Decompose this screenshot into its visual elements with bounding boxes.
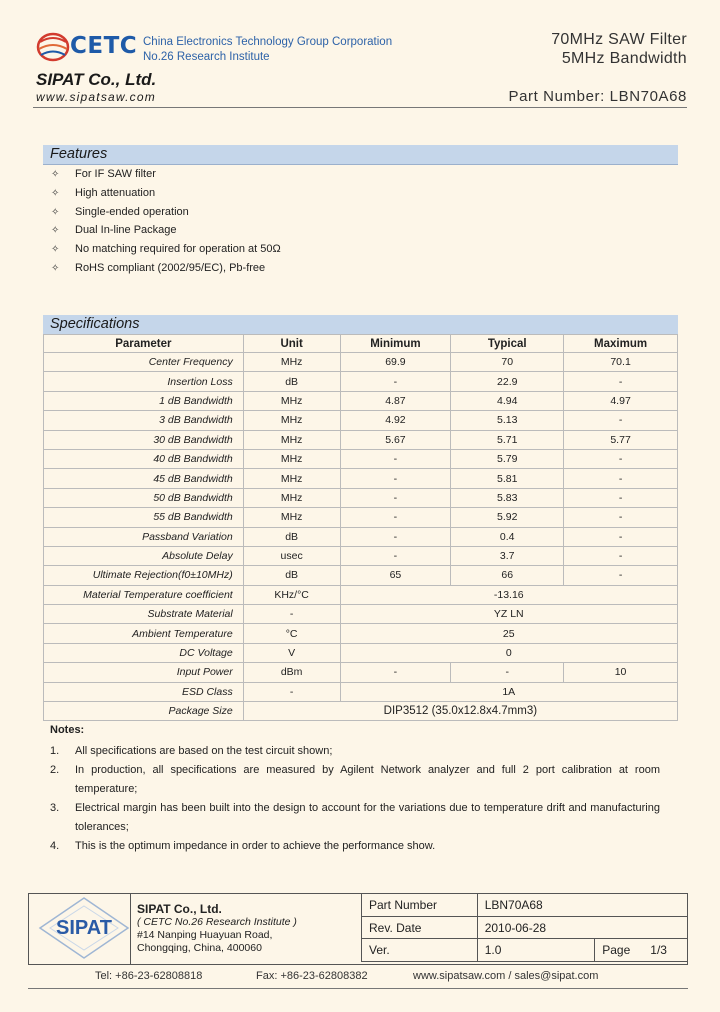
table-row (44, 546, 678, 565)
note-number: 1. (50, 745, 60, 757)
cetc-logo-text: CETC (70, 33, 138, 59)
sipat-logo-text: SIPAT (56, 917, 112, 939)
table-row (44, 566, 678, 585)
feature-text: Dual In-line Package (75, 224, 177, 237)
parameter-cell: Input Power (44, 663, 244, 682)
maximum-cell: - (564, 449, 678, 468)
minimum-cell: 69.9 (340, 353, 451, 372)
unit-cell: MHz (243, 469, 340, 488)
feature-text: Single-ended operation (75, 205, 189, 218)
unit-cell: dBm (243, 663, 340, 682)
column-header: Minimum (340, 335, 451, 353)
feature-item (51, 262, 265, 274)
notes-title: Notes: (50, 724, 85, 736)
bullet-icon: ✧ (51, 169, 60, 180)
sipat-logo-icon (38, 896, 130, 960)
page-cell (595, 939, 688, 962)
typical-cell: 70 (451, 353, 564, 372)
footer-institute: ( CETC No.26 Research Institute ) (137, 916, 297, 928)
typical-cell: 5.81 (451, 469, 564, 488)
value-cell: -13.16 (340, 585, 677, 604)
feature-text: For IF SAW filter (75, 168, 156, 180)
parameter-cell: Material Temperature coefficient (44, 585, 244, 604)
note-number: 4. (50, 840, 60, 852)
table-row (44, 585, 678, 604)
minimum-cell: - (340, 527, 451, 546)
website-link[interactable]: www.sipatsaw.com (36, 90, 156, 104)
unit-cell: MHz (243, 353, 340, 372)
feature-text: High attenuation (75, 186, 156, 199)
org-line-1: China Electronics Technology Group Corporation (143, 36, 393, 48)
page-value: 1/3 (650, 943, 667, 958)
minimum-cell: - (340, 508, 451, 527)
bullet-icon: ✧ (51, 187, 60, 199)
package-value-cell: DIP3512 (35.0x12.8x4.7mm3) (243, 702, 677, 721)
value-cell: 0 (340, 643, 677, 662)
parameter-cell: Absolute Delay (44, 546, 244, 565)
feature-text: No matching required for operation at 50Ω (75, 243, 281, 256)
version-label: Ver. (362, 939, 478, 962)
parameter-cell: 30 dB Bandwidth (44, 430, 244, 449)
bullet-icon: ✧ (51, 225, 60, 237)
parameter-cell: 50 dB Bandwidth (44, 488, 244, 507)
typical-cell: 5.71 (451, 430, 564, 449)
typical-cell: 4.94 (451, 391, 564, 410)
footer-company: SIPAT Co., Ltd. (137, 902, 222, 916)
parameter-cell: Package Size (44, 702, 244, 721)
table-row (44, 372, 678, 391)
maximum-cell: - (564, 411, 678, 430)
unit-cell: KHz/°C (243, 585, 340, 604)
feature-item (51, 206, 189, 218)
table-header-row (44, 335, 678, 353)
footer-address-2: Chongqing, China, 400060 (137, 942, 262, 954)
doc-title-line-1: 70MHz SAW Filter (551, 31, 687, 48)
unit-cell: MHz (243, 391, 340, 410)
note-item (50, 761, 660, 798)
maximum-cell: - (564, 469, 678, 488)
features-title: Features (50, 146, 108, 162)
table-row (44, 702, 678, 721)
parameter-cell: 45 dB Bandwidth (44, 469, 244, 488)
table-row (44, 411, 678, 430)
parameter-cell: DC Voltage (44, 643, 244, 662)
feature-item (51, 224, 177, 236)
unit-cell: V (243, 643, 340, 662)
unit-cell: dB (243, 566, 340, 585)
table-row (44, 605, 678, 624)
table-row (44, 430, 678, 449)
footer-bottom-line (28, 988, 688, 989)
minimum-cell: - (340, 488, 451, 507)
footer-tel: Tel: +86-23-62808818 (95, 970, 203, 982)
note-number: 3. (50, 802, 60, 814)
typical-cell: 0.4 (451, 527, 564, 546)
table-row (44, 682, 678, 701)
table-row (44, 527, 678, 546)
typical-cell: - (451, 663, 564, 682)
note-text: This is the optimum impedance in order to achieve the performance show. (75, 840, 436, 852)
minimum-cell: - (340, 372, 451, 391)
unit-cell: MHz (243, 449, 340, 468)
rev-date-value: 2010-06-28 (477, 916, 687, 939)
minimum-cell: 5.67 (340, 430, 451, 449)
features-section-bar (43, 145, 678, 165)
maximum-cell: - (564, 566, 678, 585)
unit-cell: usec (243, 546, 340, 565)
note-item (50, 799, 660, 836)
bullet-icon: ✧ (51, 263, 60, 274)
header-divider (33, 107, 687, 108)
typical-cell: 5.79 (451, 449, 564, 468)
minimum-cell: 4.87 (340, 391, 451, 410)
unit-cell: MHz (243, 488, 340, 507)
part-number-value: LBN70A68 (477, 894, 687, 917)
parameter-cell: Passband Variation (44, 527, 244, 546)
value-cell: 1A (340, 682, 677, 701)
unit-cell: dB (243, 527, 340, 546)
feature-item (51, 243, 281, 255)
minimum-cell: 65 (340, 566, 451, 585)
column-header: Parameter (44, 335, 244, 353)
table-row (44, 663, 678, 682)
parameter-cell: Ultimate Rejection(f0±10MHz) (44, 566, 244, 585)
note-number: 2. (50, 764, 60, 776)
unit-cell: MHz (243, 508, 340, 527)
maximum-cell: 10 (564, 663, 678, 682)
part-number-heading: Part Number: LBN70A68 (508, 88, 687, 105)
maximum-cell: - (564, 508, 678, 527)
parameter-cell: Center Frequency (44, 353, 244, 372)
footer-contact[interactable]: www.sipatsaw.com / sales@sipat.com (413, 970, 599, 982)
minimum-cell: - (340, 469, 451, 488)
maximum-cell: - (564, 488, 678, 507)
doc-title-line-2: 5MHz Bandwidth (561, 50, 687, 67)
rev-date-label: Rev. Date (362, 916, 478, 939)
table-row (44, 469, 678, 488)
note-item (50, 742, 660, 760)
note-text: In production, all specifications are measured by Agilent Network analyzer and full 2 port calibration at room temperature; (75, 764, 660, 795)
typical-cell: 3.7 (451, 546, 564, 565)
column-header: Unit (243, 335, 340, 353)
table-row (44, 391, 678, 410)
table-row (44, 643, 678, 662)
maximum-cell: - (564, 372, 678, 391)
feature-text: RoHS compliant (2002/95/EC), Pb-free (75, 262, 266, 274)
value-cell: 25 (340, 624, 677, 643)
table-row (44, 624, 678, 643)
column-header: Maximum (564, 335, 678, 353)
unit-cell: - (243, 682, 340, 701)
parameter-cell: Ambient Temperature (44, 624, 244, 643)
typical-cell: 5.83 (451, 488, 564, 507)
table-row (44, 488, 678, 507)
bullet-icon: ✧ (51, 206, 60, 218)
unit-cell: MHz (243, 411, 340, 430)
org-line-2: No.26 Research Institute (143, 51, 270, 63)
parameter-cell: 1 dB Bandwidth (44, 391, 244, 410)
minimum-cell: - (340, 546, 451, 565)
minimum-cell: 4.92 (340, 411, 451, 430)
unit-cell: - (243, 605, 340, 624)
typical-cell: 22.9 (451, 372, 564, 391)
specifications-section-bar (43, 315, 678, 335)
column-header: Typical (451, 335, 564, 353)
parameter-cell: Substrate Material (44, 605, 244, 624)
maximum-cell: - (564, 527, 678, 546)
maximum-cell: 70.1 (564, 353, 678, 372)
table-row (44, 449, 678, 468)
minimum-cell: - (340, 449, 451, 468)
note-text: All specifications are based on the test circuit shown; (75, 745, 333, 757)
unit-cell: dB (243, 372, 340, 391)
bullet-icon: ✧ (51, 244, 60, 256)
table-row (44, 508, 678, 527)
unit-cell: °C (243, 624, 340, 643)
footer-address-1: #14 Nanping Huayuan Road, (137, 929, 273, 941)
note-text: Electrical margin has been built into the design to account for the variations due to temperature drift and manufacturing tolerances; (75, 802, 660, 833)
feature-item (51, 187, 155, 199)
footer-info-table (361, 893, 688, 962)
version-value: 1.0 (477, 939, 595, 962)
company-name: SIPAT Co., Ltd. (36, 70, 157, 89)
specifications-title: Specifications (50, 316, 140, 332)
parameter-cell: ESD Class (44, 682, 244, 701)
note-item (50, 837, 660, 855)
specifications-table (43, 334, 678, 721)
parameter-cell: 55 dB Bandwidth (44, 508, 244, 527)
maximum-cell: 4.97 (564, 391, 678, 410)
parameter-cell: Insertion Loss (44, 372, 244, 391)
minimum-cell: - (340, 663, 451, 682)
maximum-cell: - (564, 546, 678, 565)
maximum-cell: 5.77 (564, 430, 678, 449)
typical-cell: 5.92 (451, 508, 564, 527)
parameter-cell: 3 dB Bandwidth (44, 411, 244, 430)
feature-item (51, 168, 156, 180)
parameter-cell: 40 dB Bandwidth (44, 449, 244, 468)
table-row (44, 353, 678, 372)
footer-fax: Fax: +86-23-62808382 (256, 970, 368, 982)
part-number-label: Part Number (362, 894, 478, 917)
value-cell: YZ LN (340, 605, 677, 624)
typical-cell: 5.13 (451, 411, 564, 430)
page-label: Page (602, 943, 631, 958)
typical-cell: 66 (451, 566, 564, 585)
unit-cell: MHz (243, 430, 340, 449)
